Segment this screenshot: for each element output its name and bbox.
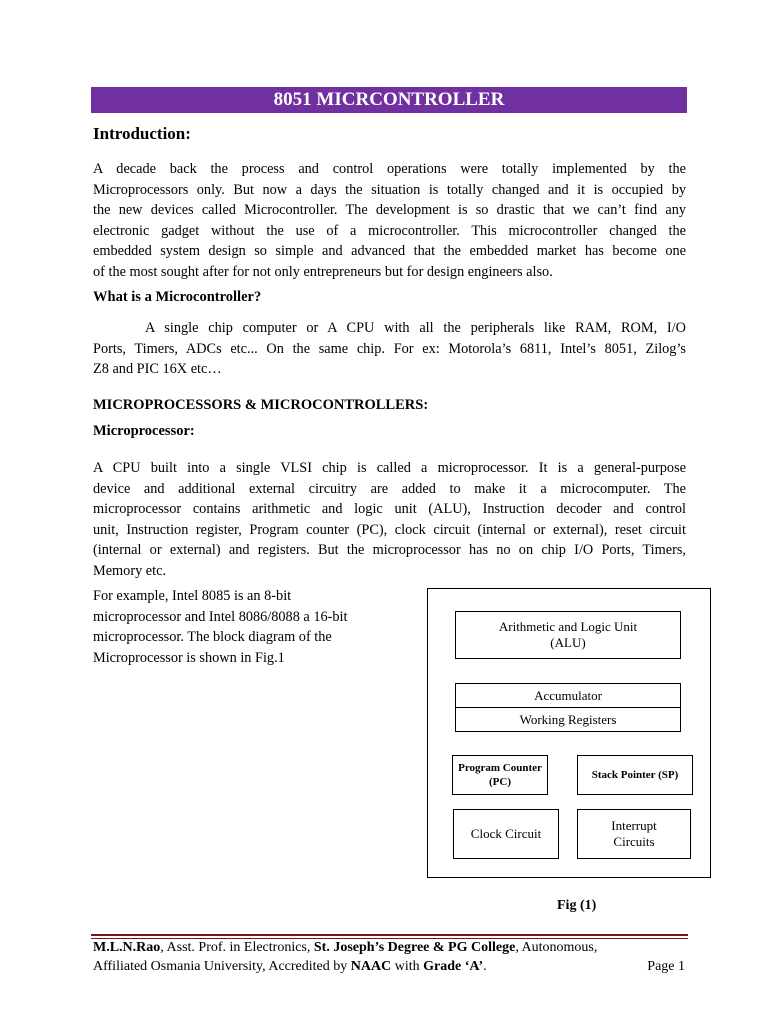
what-is-paragraph [93,318,686,380]
text-line: (internal or external) and registers. But the microprocessor has no on chip I/O Ports, Timers, [93,542,686,559]
program-counter-block [452,755,548,795]
clock-circuit-block [453,809,559,859]
stack-pointer-label: Stack Pointer (SP) [591,769,679,781]
footer-affiliation-line [93,958,487,977]
section-heading: MICROPROCESSORS & MICROCONTROLLERS: [93,397,429,413]
text-line: electronic gadget without the use of a microcontroller. This microcontroller changed the [93,222,686,239]
autonomous-text: , Autonomous, [515,940,598,955]
accumulator-block [455,683,681,708]
with-text: with [391,958,424,974]
text-line: device and additional external circuitry are added to make it a microcomputer. The [93,480,686,497]
author-role: , Asst. Prof. in Electronics, [160,940,314,955]
text-line: For example, Intel 8085 is an 8-bit [93,588,292,604]
text-line: Memory etc. [93,562,167,579]
text-line: A CPU built into a single VLSI chip is called a microprocessor. It is a general-purpose [93,460,686,476]
text-line: microprocessor contains arithmetic and logic unit (ALU), Instruction decoder and control [93,501,686,518]
microprocessor-paragraph [93,458,686,582]
circuits-label: Circuits [613,834,655,849]
interrupt-label: Interrupt [611,818,657,833]
what-is-heading: What is a Microcontroller? [93,289,262,305]
text-line: the new devices called Microcontroller. The development is so drastic that we can’t find any [93,202,686,219]
figure-caption: Fig (1) [557,898,597,913]
text-line: unit, Instruction register, Program counter (PC), clock circuit (internal or external), reset circuit [93,521,686,538]
text-line: A single chip computer or A CPU with all the peripherals like RAM, ROM, I/O [145,320,686,336]
text-line: Microprocessors only. But now a days the situation is totally changed and it is occupied by [93,181,686,198]
naac-text: NAAC [350,958,392,974]
page-footer [93,939,685,976]
alu-label: Arithmetic and Logic Unit [498,619,638,634]
clock-circuit-label: Clock Circuit [470,826,542,841]
footer-line-2 [93,958,685,977]
period-text: . [483,958,487,974]
text-line: of the most sought after for not only entrepreneurs but for design engineers also. [93,263,553,280]
footer-divider [91,934,688,936]
text-line: A decade back the process and control operations were totally implemented by the [93,161,686,177]
program-counter-label: Program Counter [458,762,542,774]
microprocessor-heading: Microprocessor: [93,423,195,439]
page-title: 8051 MICRCONTROLLER [91,87,687,113]
college-name: St. Joseph’s Degree & PG College [313,940,516,955]
grade-text: Grade ‘A’ [423,958,484,974]
stack-pointer-block [577,755,693,795]
footer-author-line [93,939,597,958]
text-line: Microprocessor is shown in Fig.1 [93,649,285,666]
text-line: Ports, Timers, ADCs etc... On the same chip. For ex: Motorola’s 6811, Intel’s 8051, Zilog’s [93,340,686,357]
working-registers-label: Working Registers [519,711,617,727]
working-registers-block [455,707,681,732]
introduction-heading: Introduction: [93,124,191,143]
interrupt-circuits-block [577,809,691,859]
page-number: Page 1 [647,958,685,974]
text-line: embedded system design so simple and advanced that the embedded market has become one [93,243,686,260]
program-counter-abbrev: (PC) [489,776,511,788]
text-line: microprocessor and Intel 8086/8088 a 16-bit [93,608,348,625]
author-name: M.L.N.Rao [93,940,161,955]
microprocessor-block-diagram [427,588,711,878]
example-paragraph [93,586,393,668]
footer-line-1 [93,939,685,958]
text-line: Z8 and PIC 16X etc… [93,361,222,378]
alu-block [455,611,681,659]
introduction-paragraph [93,159,686,283]
accumulator-label: Accumulator [534,687,602,703]
affiliation-text: Affiliated Osmania University, Accredited by [93,958,351,974]
text-line: microprocessor. The block diagram of the [93,629,332,646]
alu-abbrev: (ALU) [550,635,586,650]
